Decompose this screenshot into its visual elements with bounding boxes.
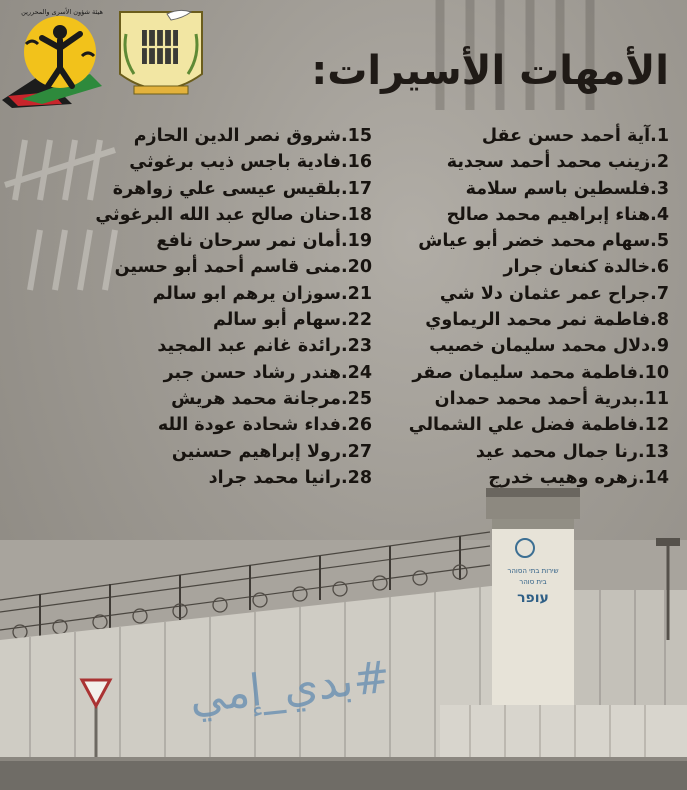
prisoner-list-item — [95, 439, 372, 465]
prisoner-number: 6 — [656, 257, 669, 278]
prisoner-name: رانيا محمد جراد — [208, 467, 341, 488]
prisoner-number: 11 — [644, 388, 669, 409]
prisoner-number: 10 — [644, 362, 669, 383]
number-separator: . — [650, 257, 657, 278]
prisoner-list-item — [95, 202, 372, 228]
prisoner-name: مرجانة محمد هريش — [171, 388, 341, 409]
prisoner-number: 2 — [656, 152, 669, 173]
prisoner-number: 8 — [656, 310, 669, 331]
prisoner-list-item — [409, 360, 669, 386]
prisoner-number: 26 — [347, 415, 372, 436]
logo-left-caption: هيئة شؤون الأسرى والمحررين — [21, 8, 103, 16]
prisoner-list-item — [409, 149, 669, 175]
prisoner-number: 5 — [656, 231, 669, 252]
prisoner-name: هندر رشاد حسن جبر — [163, 362, 341, 383]
prisoner-name: حنان صالح عبد الله البرغوثي — [95, 204, 341, 225]
prisoner-list-item — [95, 333, 372, 359]
number-separator: . — [340, 441, 348, 462]
number-separator: . — [340, 283, 348, 304]
graffiti-text: #بدي_إمي — [187, 651, 393, 724]
prisoner-name: زهره وهيب خدرج — [488, 467, 638, 488]
prisoner-name: بلقيس عيسى علي زواهرة — [112, 178, 341, 199]
page-title: الأمهات الأسيرات: — [311, 48, 669, 94]
number-separator: . — [637, 467, 645, 488]
prisoner-list-item — [95, 123, 372, 149]
prisoner-number: 7 — [656, 283, 669, 304]
prisoner-list-item — [95, 360, 372, 386]
number-separator: . — [340, 467, 348, 488]
tower-label-3: עופר — [517, 590, 549, 606]
number-separator: . — [637, 441, 645, 462]
number-separator: . — [650, 336, 657, 357]
prisoner-number: 21 — [347, 283, 372, 304]
number-separator: . — [340, 152, 348, 173]
prisoner-number: 24 — [347, 362, 372, 383]
prisoner-list-item — [95, 412, 372, 438]
prisoner-number: 17 — [347, 178, 372, 199]
prisoners-commission-logo — [2, 4, 110, 108]
tower-label-2: בית סוהר — [519, 578, 547, 586]
prisoner-list-item — [95, 281, 372, 307]
prisoner-number: 9 — [656, 336, 669, 357]
number-separator: . — [340, 336, 348, 357]
prisoner-number: 12 — [644, 415, 669, 436]
prisoner-number: 27 — [347, 441, 372, 462]
number-separator: . — [650, 310, 657, 331]
prisoner-number: 3 — [656, 178, 669, 199]
prisoner-list-item — [409, 333, 669, 359]
prisoner-name: سوزان يرهم ابو سالم — [152, 283, 341, 304]
prisoner-name: أمان نمر سرحان نافع — [156, 231, 341, 252]
prisoner-name: منى قاسم أحمد أبو حسين — [114, 257, 341, 278]
prisoner-name: آية أحمد حسن عقل — [481, 126, 651, 146]
prisoner-list-item — [95, 149, 372, 175]
prisoner-list-item — [95, 228, 372, 254]
number-separator: . — [340, 415, 348, 436]
prisoner-list-item — [409, 228, 669, 254]
prisoner-list-item — [95, 386, 372, 412]
prisoner-list-item — [409, 386, 669, 412]
number-separator: . — [340, 231, 348, 252]
prisoner-number: 13 — [644, 441, 669, 462]
number-separator: . — [650, 204, 657, 225]
prisoner-list-item — [95, 307, 372, 333]
prisoner-number: 14 — [644, 467, 669, 488]
prisoner-name: زينب محمد أحمد سجدية — [446, 152, 651, 173]
prisoners-list-right — [409, 123, 669, 491]
prisoner-name: دلال محمد سليمان خصيب — [429, 336, 651, 357]
prisoner-name: رائدة غانم عبد المجيد — [157, 336, 341, 357]
prisoner-list-item — [409, 123, 669, 149]
prisoner-list-item — [95, 176, 372, 202]
prisoner-list-item — [409, 254, 669, 280]
prisoner-number: 28 — [347, 467, 372, 488]
number-separator: . — [340, 178, 348, 199]
prisoner-name: بدرية أحمد محمد حمدان — [434, 388, 638, 409]
number-separator: . — [650, 231, 657, 252]
prisoner-list-item — [409, 465, 669, 491]
prisoner-name: فاطمة فضل علي الشمالي — [408, 415, 638, 436]
prisoner-number: 19 — [347, 231, 372, 252]
prisoner-list-item — [409, 307, 669, 333]
prisoner-name: شروق نصر الدين الحازم — [133, 126, 341, 146]
prisoner-number: 23 — [347, 336, 372, 357]
prisoner-list-item — [409, 412, 669, 438]
prisoner-name: رولا إبراهيم حسنين — [171, 441, 341, 462]
prisoners-list-left — [95, 123, 372, 491]
prisoner-name: فلسطين باسم سلامة — [465, 178, 651, 199]
number-separator: . — [650, 178, 657, 199]
number-separator: . — [637, 362, 645, 383]
prisoner-name: سهام محمد خضر أبو عياش — [418, 231, 651, 252]
prisoner-name: فداء شحادة عودة الله — [157, 415, 341, 436]
prisoner-name: جراح عمر عثمان دلا شي — [439, 283, 651, 304]
number-separator: . — [340, 388, 348, 409]
prisoner-number: 4 — [656, 204, 669, 225]
prisoner-name: سهام أبو سالم — [213, 310, 341, 331]
prisoner-name: فاطمة نمر محمد الريماوي — [425, 310, 651, 331]
prisoner-list-item — [95, 254, 372, 280]
prisoner-number: 18 — [347, 204, 372, 225]
prisoner-name: فادية باجس ذيب برغوثي — [129, 152, 341, 173]
prisoner-name: هناء إبراهيم محمد صالح — [446, 204, 651, 225]
number-separator: . — [650, 283, 657, 304]
prisoner-list-item — [409, 439, 669, 465]
prisoner-list-item — [409, 202, 669, 228]
prisoner-number: 25 — [347, 388, 372, 409]
prisoner-name: رنا جمال محمد عيد — [475, 441, 638, 462]
prisoner-number: 1 — [656, 126, 669, 146]
prisoner-list-item — [95, 465, 372, 491]
prisoner-number: 15 — [347, 126, 372, 146]
number-separator: . — [340, 204, 348, 225]
prisoner-list-item — [409, 176, 669, 202]
prisoner-list-item — [409, 281, 669, 307]
number-separator: . — [650, 152, 657, 173]
prisoner-name: فاطمة محمد سليمان صقر — [412, 362, 638, 383]
number-separator: . — [637, 415, 645, 436]
number-separator: . — [340, 310, 348, 331]
number-separator: . — [340, 126, 348, 146]
prisoner-name: خالدة كنعان جرار — [503, 257, 651, 278]
prisoner-number: 16 — [347, 152, 372, 173]
number-separator: . — [340, 257, 348, 278]
prisoner-number: 20 — [347, 257, 372, 278]
number-separator: . — [340, 362, 348, 383]
prison-emblem-logo — [112, 4, 210, 104]
number-separator: . — [637, 388, 645, 409]
tower-label-1: שירות בתי הסוהר — [507, 567, 559, 575]
prisoner-number: 22 — [347, 310, 372, 331]
number-separator: . — [650, 126, 657, 146]
